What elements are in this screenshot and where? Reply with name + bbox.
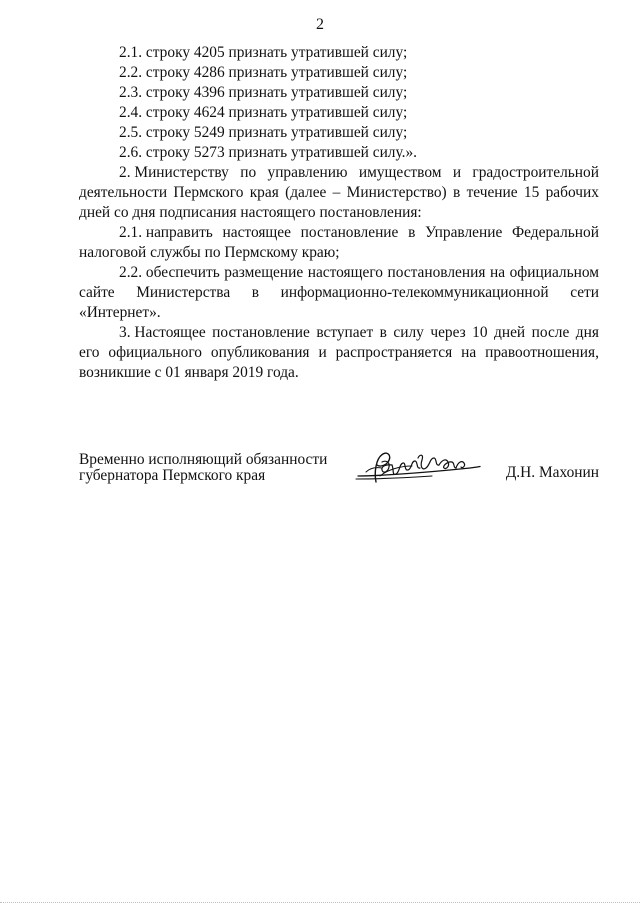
signatory-position-line-1: Временно исполняющий обязанности	[79, 451, 328, 468]
list-item-2-2: 2.2. строку 4286 признать утратившей силу;	[119, 64, 408, 81]
word: в	[251, 284, 260, 301]
word: и	[452, 164, 462, 181]
word: постановление	[212, 324, 310, 341]
word: постановление	[300, 224, 399, 241]
word: официального	[108, 344, 202, 361]
word: Пермского	[173, 184, 244, 201]
word: размещение	[224, 264, 304, 281]
word: распространяется	[335, 344, 453, 361]
word: настоящее	[222, 224, 291, 241]
word: после	[531, 324, 570, 341]
handwritten-signature	[352, 446, 484, 490]
word: информационно-телекоммуникационной	[280, 284, 549, 301]
word: –	[332, 184, 341, 201]
list-item-2-4: 2.4. строку 4624 признать утратившей силу;	[119, 104, 408, 121]
word: в	[408, 224, 416, 241]
word: Федеральной	[512, 224, 599, 241]
signatory-position-line-2: губернатора Пермского края	[79, 467, 266, 484]
word: дней	[494, 324, 526, 341]
word: в	[452, 184, 461, 201]
signature-block	[79, 452, 599, 492]
page-bottom-edge	[0, 902, 640, 903]
word: 15	[523, 184, 540, 201]
paragraph-3-line-3: возникшие с 01 января 2019 года.	[79, 364, 299, 381]
paragraph-2-line-1	[79, 163, 599, 183]
word: сети	[570, 284, 599, 301]
word: настоящего	[307, 264, 383, 281]
paragraph-2-2-line-3: «Интернет».	[79, 304, 161, 321]
word: по	[240, 164, 257, 181]
word: течение	[466, 184, 518, 201]
word: Министерства	[136, 284, 231, 301]
word: деятельности	[79, 184, 168, 201]
paragraph-3-line-2	[79, 343, 599, 363]
word: дня	[575, 324, 599, 341]
word: градостроительной	[472, 164, 599, 181]
word: официальном	[509, 264, 599, 281]
paragraph-2-line-3: дней со дня подписания настоящего постановления:	[79, 204, 422, 221]
document-body	[79, 43, 599, 383]
word: управлению	[267, 164, 348, 181]
word: Министерство)	[346, 184, 447, 201]
paragraph-2-2-line-1	[79, 263, 599, 283]
signatory-position	[79, 452, 327, 484]
word: на	[489, 264, 506, 281]
signatory-name: Д.Н. Махонин	[505, 464, 599, 481]
word: правоотношения,	[485, 344, 599, 361]
word: через	[430, 324, 466, 341]
paragraph-2-1-line-2: налоговой службы по Пермскому краю;	[79, 244, 340, 261]
word: 2.2. обеспечить	[119, 264, 220, 281]
word: 3. Настоящее	[119, 324, 206, 341]
list-item-2-5: 2.5. строку 5249 признать утратившей силу;	[119, 124, 408, 141]
page-number: 2	[316, 16, 324, 33]
word: и	[318, 344, 327, 361]
word: рабочих	[545, 184, 599, 201]
paragraph-2-line-2	[79, 183, 599, 203]
word: постановления	[387, 264, 486, 281]
word: опубликования	[210, 344, 310, 361]
list-item-2-6: 2.6. строку 5273 признать утратившей силу.».	[119, 144, 418, 161]
paragraph-2-1-line-1	[79, 223, 599, 243]
word: его	[79, 344, 100, 361]
word: (далее	[285, 184, 327, 201]
word: вступает	[316, 324, 374, 341]
word: края	[249, 184, 279, 201]
word: 10	[472, 324, 488, 341]
word: имуществом	[358, 164, 442, 181]
paragraph-3-line-1	[79, 323, 599, 343]
word: Управление	[425, 224, 503, 241]
word: в	[379, 324, 387, 341]
word: сайте	[79, 284, 115, 301]
paragraph-2-2-line-2	[79, 283, 599, 303]
word: 2. Министерству	[119, 164, 229, 181]
word: силу	[393, 324, 424, 341]
list-item-2-3: 2.3. строку 4396 признать утратившей силу;	[119, 84, 408, 101]
word: на	[461, 344, 477, 361]
word: 2.1. направить	[119, 224, 213, 241]
list-item-2-1: 2.1. строку 4205 признать утратившей силу;	[119, 44, 408, 61]
